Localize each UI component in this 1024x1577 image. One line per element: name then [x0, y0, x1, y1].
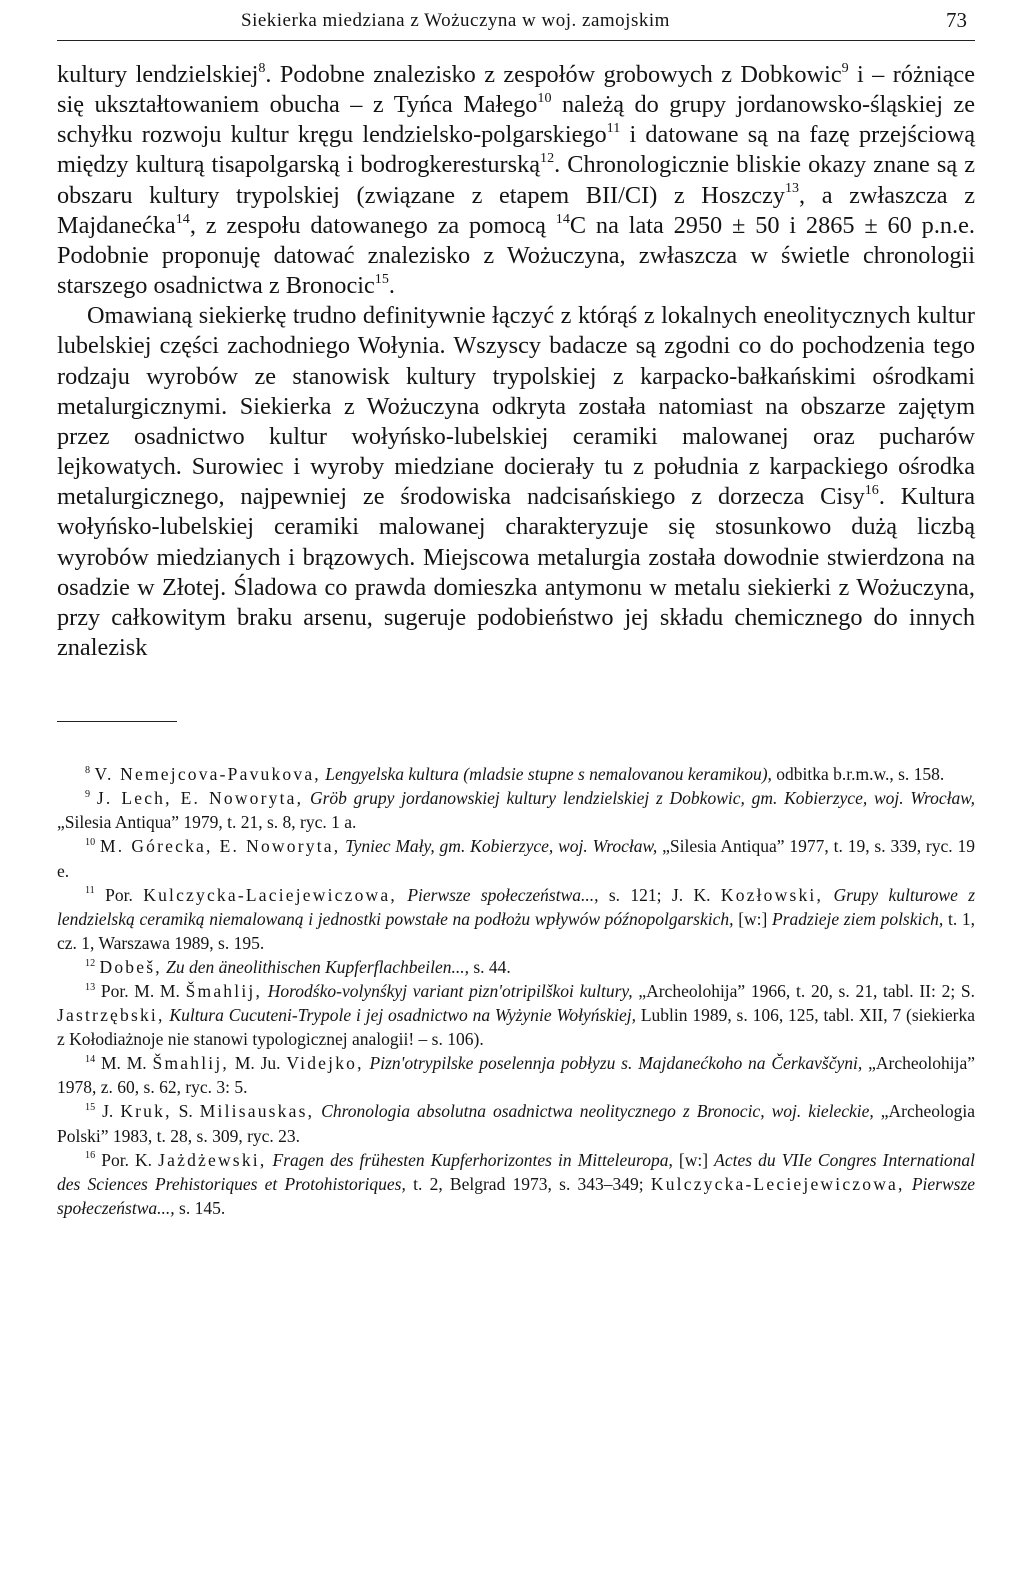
footnote-author: V. Nemejcova-Pavukova,: [94, 764, 321, 785]
footnote-author: Kulczycka-Laciejewiczowa,: [143, 884, 397, 905]
footnote-text: „Archeolohija” 1966, t. 20, s. 21, tabl. II: 2; S.: [638, 980, 976, 1001]
text-run: kultury lendzielskiej: [57, 61, 259, 88]
footnote-text: M. Ju.: [234, 1053, 281, 1074]
footnote-text: s. 121; J. K.: [608, 884, 711, 905]
footnote-title: Tyniec Mały, gm. Kobierzyce, woj. Wrocław,: [345, 836, 658, 857]
footnote-text: Por. K.: [101, 1149, 153, 1170]
page: [57, 0, 975, 1220]
footnote-title: Zu den äneolithischen Kupferflachbeilen...,: [166, 956, 469, 977]
text-run: , z zespołu datowanego za pomocą: [189, 211, 556, 239]
text-run: , a zwłaszcza z Majdanećka: [57, 181, 975, 239]
footnote-title: Pradzieje ziem polskich,: [772, 908, 944, 929]
footnote-author: J. Lech, E. Noworyta,: [96, 788, 304, 809]
footnote-ref-8[interactable]: 8: [258, 59, 266, 76]
footnote-ref-14[interactable]: 14: [175, 210, 190, 227]
footnote-author: Kozłowski,: [720, 884, 824, 905]
footnote-text: „Archeologia Polski” 1983, t. 28, s. 309, ryc. 23.: [57, 1101, 976, 1146]
footnote-author: Milisauskas,: [199, 1101, 315, 1122]
text-run: Omawianą siekierkę trudno definitywnie łączyć z którąś z lokalnych eneolitycznych kultur lubelskiej części zachodniego Wołynia. Wszyscy badacze są zgodni co do pochodzenia tego rodzaju wyrobów ze stanowisk kultury trypolskiej z karpacko-bałkańskimi ośrodkami metalurgicznymi. Siekierka z Wożuczyna odkryta została natomiast na obszarze zajętym przez osadnictwo kultur wołyńsko-lubelskiej ceramiki malowanej oraz pucharów lejkowatych. Surowiec i wyroby miedziane docierały tu z południa z karpackiego ośrodka metalurgicznego, najpewniej ze środowiska nadcisańskiego z dorzecza Cisy: [57, 302, 975, 511]
footnote-number: 13: [85, 981, 96, 993]
footnote-title: Horodśko-volynśkyj variant pizn'otripilškoi kultury,: [267, 980, 633, 1001]
footnote-9: [57, 786, 975, 834]
footnote-number: 14: [85, 1053, 96, 1065]
footnote-text: Por.: [105, 884, 133, 905]
footnote-ref-11[interactable]: 11: [606, 120, 621, 137]
footnote-number: 8: [85, 764, 91, 776]
text-run: .: [388, 272, 395, 300]
text-run: C na lata 2950 ± 50 i 2865 ± 60 p.n.e. Podobnie proponuję datować znalezisko z Wożuczyna, zwłaszcza w świetle chronologii starszego osadnictwa z Bronocic: [57, 211, 975, 300]
footnote-title: Pierwsze społeczeństwa...,: [407, 884, 599, 905]
footnote-text: „Archeolohija” 1978, z. 60, s. 62, ryc. 3: 5.: [57, 1053, 975, 1098]
footnote-title: Gröb grupy jordanowskiej kultury lendzielskiej z Dobkowic, gm. Kobierzyce, woj. Wrocław,: [309, 788, 975, 809]
footnote-author: Jastrzębski,: [57, 1005, 165, 1026]
footnote-ref-13[interactable]: 13: [784, 180, 800, 197]
footnote-number: 15: [85, 1102, 96, 1114]
text-run: i datowane są na fazę przejściową między kulturą tisapolgarską i bodrogkeresturską: [57, 121, 976, 179]
page-header: [57, 0, 975, 41]
footnote-8: [57, 762, 975, 786]
footnote-author: Šmahlij,: [185, 980, 263, 1001]
footnote-text: Por. M. M.: [100, 980, 180, 1001]
footnote-text: S.: [178, 1101, 193, 1122]
footnote-title: Kultura Cucuteni-Trypole i jej osadnictwo na Wyżynie Wołyńskiej,: [169, 1005, 636, 1026]
footnote-number: 16: [85, 1150, 96, 1162]
footnote-author: M. Górecka, E. Noworyta,: [99, 836, 341, 857]
footnote-ref-10[interactable]: 10: [537, 90, 552, 107]
text-run: . Kultura wołyńsko-lubelskiej ceramiki malowanej charakteryzuje się stosunkowo dużą liczbą wyrobów miedzianych i brązowych. Miejscowa metalurgia została dowodnie stwierdzona na osadzie w Złotej. Śladowa co prawda domieszka antymonu w metalu siekierki z Wożuczyna, przy całkowitym braku arsenu, sugeruje podobieństwo jej składu chemicznego do innych znalezisk: [57, 483, 975, 661]
footnote-number: 10: [85, 837, 96, 849]
footnote-text: Lublin 1989, s. 106, 125, tabl. XII, 7 (siekierka z Kołodiażnoje nie stanowi typologicznej analogii! – s. 106).: [57, 1005, 976, 1050]
footnote-text: J.: [102, 1101, 114, 1122]
footnote-text: [w:]: [738, 908, 768, 929]
footnote-text: t. 2, Belgrad 1973, s. 343–349;: [413, 1173, 644, 1194]
footnote-text: „Silesia Antiqua” 1979, t. 21, s. 8, ryc. 1 a.: [57, 812, 357, 833]
footnote-text: t. 1, cz. 1, Warszawa 1989, s. 195.: [57, 908, 976, 953]
footnote-separator: [57, 721, 177, 722]
footnote-10: [57, 834, 975, 882]
footnote-title: Grupy kulturowe z lendzielską ceramiką niemalowaną i jednostki powstałe na podłożu wpływów późnopolgarskich,: [57, 884, 976, 929]
footnote-15: [57, 1099, 975, 1147]
footnote-14: [57, 1051, 975, 1099]
running-title: Siekierka miedziana z Wożuczyna w woj. zamojskim: [241, 10, 670, 31]
footnote-title: Chronologia absolutna osadnictwa neolitycznego z Bronocic, woj. kieleckie,: [321, 1101, 874, 1122]
paragraph-2: [57, 301, 975, 663]
footnote-author: Videjko,: [286, 1053, 364, 1074]
text-run: . Podobne znalezisko z zespołów grobowych z Dobkowic: [265, 61, 842, 88]
footnote-16: [57, 1148, 975, 1220]
footnote-text: „Silesia Antiqua” 1977, t. 19, s. 339, ryc. 19 e.: [57, 836, 975, 881]
text-run: . Chronologicznie bliskie okazy znane są z obszaru kultury trypolskiej (związane z etapem BII/CI) z Hoszczy: [57, 151, 975, 209]
footnote-text: s. 145.: [179, 1197, 226, 1218]
paragraph-1: [57, 60, 975, 301]
footnotes: [57, 762, 975, 1220]
footnote-number: 9: [85, 788, 91, 800]
footnote-13: [57, 979, 975, 1051]
footnote-ref-12[interactable]: 12: [540, 150, 555, 167]
footnote-number: 12: [85, 957, 96, 969]
footnote-text: [w:]: [678, 1149, 709, 1170]
footnote-author: Kruk,: [120, 1101, 172, 1122]
footnote-12: [57, 955, 975, 979]
footnote-author: Jażdżewski,: [158, 1149, 267, 1170]
footnote-11: [57, 883, 975, 955]
main-text: [57, 60, 975, 663]
page-number: 73: [946, 8, 967, 32]
footnote-author: Šmahlij,: [152, 1053, 229, 1074]
text-run: i – różniące się ukształtowaniem obucha – z Tyńca Małego: [57, 61, 975, 119]
footnote-ref-16[interactable]: 16: [864, 482, 879, 499]
footnote-title: Pierwsze społeczeństwa...,: [57, 1173, 976, 1218]
text-run: należą do grupy jordanowsko-śląskiej ze schyłku rozwoju kultur kręgu lendzielsko-polgarskiego: [57, 91, 975, 149]
footnote-title: Lengyelska kultura (mladsie stupne s nemalovanou keramikou),: [325, 764, 772, 785]
footnote-ref-15[interactable]: 15: [374, 270, 389, 287]
footnote-text: s. 44.: [473, 956, 511, 977]
footnote-text: odbitka b.r.m.w., s. 158.: [776, 764, 945, 785]
footnote-text: M. M.: [100, 1053, 147, 1074]
footnote-title: Pizn'otrypilske poselennja pobłyzu s. Majdanećkoho na Čerkavščyni,: [369, 1053, 863, 1074]
isotope-mass-number: 14: [555, 210, 570, 227]
footnote-number: 11: [85, 885, 95, 897]
footnote-title: Fragen des frühesten Kupferhorizontes in Mitteleuropa,: [272, 1149, 673, 1170]
footnote-title: Actes du VIIe Congres International des Sciences Prehistoriques et Protohistoriques,: [57, 1149, 976, 1194]
footnote-author: Kulczycka-Leciejewiczowa,: [650, 1173, 905, 1194]
footnote-author: Dobeš,: [99, 956, 162, 977]
footnote-ref-9[interactable]: 9: [841, 59, 849, 76]
